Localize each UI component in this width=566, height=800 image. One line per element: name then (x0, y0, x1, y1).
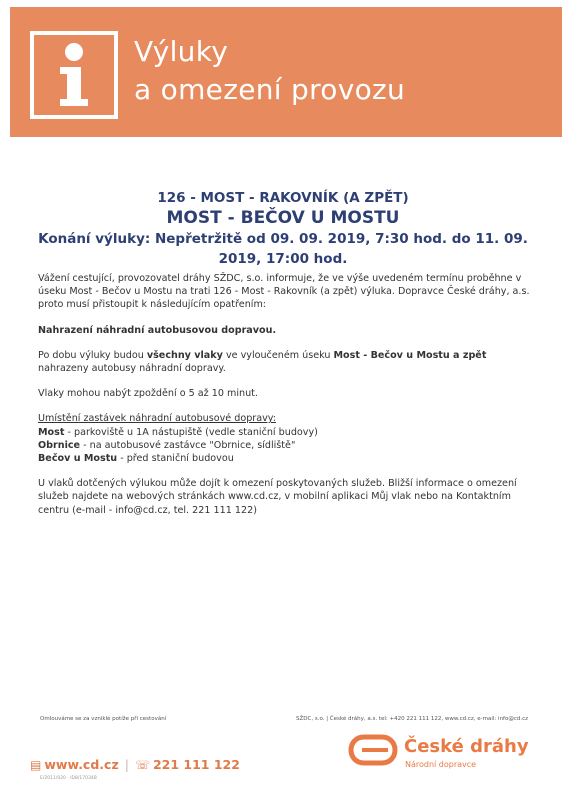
replacement-notice: Nahrazení náhradní autobusovou dopravou. (38, 324, 277, 336)
intro-paragraph: Vážení cestující, provozovatel dráhy SŽDC, s.o. informuje, že ve výše uvedeném termínu proběhne v úseku Most - Bečov u Mostu na trati 126 - Most - Rakovník (a zpět) výluka. Dopravce České dráhy, a.s. proto musí přistoupit k následujícím opatřením: (38, 273, 530, 311)
stop-desc: - parkoviště u 1A nástupiště (vedle staniční budovy) (64, 426, 318, 438)
stop-name: Obrnice (38, 439, 81, 451)
document-code: E/2011/020 · ID8/17034B (40, 776, 97, 781)
text-span-bold: všechny vlaky (146, 349, 223, 361)
header-banner (10, 7, 562, 137)
stop-desc: - na autobusové zastávce "Obrnice, sídliště" (80, 439, 296, 451)
divider: | (124, 757, 129, 772)
delay-paragraph: Vlaky mohou nabýt zpoždění o 5 až 10 minut. (38, 388, 258, 400)
stop-desc: - před staniční budovou (117, 453, 234, 465)
company-contact-line: SŽDC, s.o. | České dráhy, a.s. tel: +420 221 111 122, www.cd.cz, e-mail: info@cd.cz (296, 716, 529, 722)
text-span-bold: Most - Bečov u Mostu a zpět (333, 349, 487, 361)
replacement-paragraph (38, 349, 538, 375)
contact-bar (30, 757, 240, 772)
cd-logo-icon (348, 733, 398, 767)
phone-number[interactable]: 221 111 122 (152, 757, 240, 772)
text-span: Po dobu výluky budou (38, 349, 147, 361)
services-paragraph: U vlaků dotčených výlukou může dojít k omezení poskytovaných služeb. Bližší informace o omezení služeb najdete na webových stránkách www.cd.cz, v mobilní aplikaci Můj vlak nebo na Kontaktním centru (e-mail - info@cd.cz, tel. 221 111 122) (38, 478, 517, 516)
web-icon: ▤ (30, 757, 42, 772)
text-span: nahrazeny autobusy náhradní dopravy. (38, 363, 226, 375)
notice-heading (30, 189, 536, 269)
info-icon (30, 31, 118, 119)
web-link[interactable]: www.cd.cz (44, 757, 119, 772)
banner-title (134, 33, 405, 109)
apology-note: Omlouváme se za vzniklé potíže při cestování (40, 716, 167, 722)
notice-body (38, 272, 538, 529)
stop-item (38, 439, 538, 452)
stops-block (38, 412, 538, 465)
banner-title-line1: Výluky (134, 35, 229, 68)
brand-name: České dráhy (404, 736, 529, 757)
section-title: MOST - BEČOV U MOSTU (166, 208, 400, 228)
banner-title-line2: a omezení provozu (134, 73, 406, 106)
brand-tagline: Národní dopravce (405, 760, 477, 769)
stops-heading: Umístění zastávek náhradní autobusové dopravy: (38, 413, 276, 425)
stop-name: Most (38, 426, 65, 438)
closure-period: Konání výluky: Nepřetržitě od 09. 09. 2019, 7:30 hod. do 11. 09. 2019, 17:00 hod. (38, 231, 528, 267)
stop-name: Bečov u Mostu (38, 453, 118, 465)
phone-icon: ☏ (134, 757, 150, 772)
route-title: 126 - MOST - RAKOVNÍK (A ZPĚT) (157, 190, 409, 206)
stop-item (38, 426, 538, 439)
text-span: ve vyloučeném úseku (222, 349, 334, 361)
stop-item (38, 452, 538, 465)
